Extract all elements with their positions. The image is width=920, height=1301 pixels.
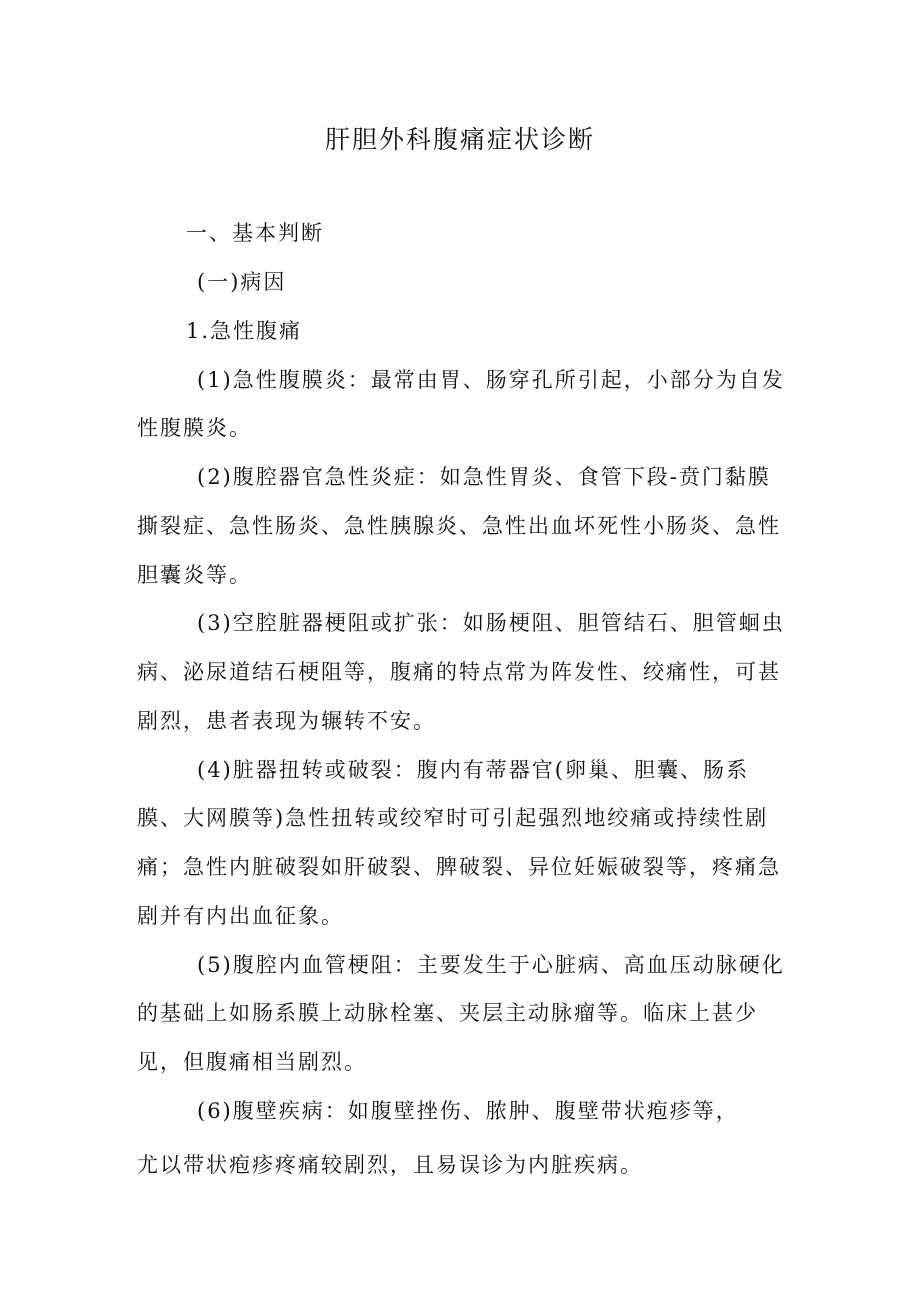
document-title: 肝胆外科腹痛症状诊断	[324, 125, 595, 154]
paragraph-line: 剧烈，患者表现为辗转不安。	[137, 709, 436, 733]
paragraph-line: 尤以带状疱疹疼痛较剧烈，且易误诊为内脏疾病。	[137, 1153, 643, 1177]
paragraph-line: 见，但腹痛相当剧烈。	[137, 1050, 367, 1074]
paragraph-line: 胆囊炎等。	[137, 563, 252, 587]
subsection-heading: (一)病因	[197, 270, 287, 294]
paragraph-line: 性腹膜炎。	[137, 416, 252, 440]
section-heading: 一、基本判断	[186, 221, 324, 245]
paragraph-line: (4)脏器扭转或破裂：腹内有蒂器官(卵巢、胆囊、肠系	[197, 758, 749, 782]
paragraph-line: 病、泌尿道结石梗阻等，腹痛的特点常为阵发性、绞痛性，可甚	[137, 660, 781, 684]
paragraph-line: 膜、大网膜等)急性扭转或绞窄时可引起强烈地绞痛或持续性剧	[137, 806, 769, 830]
paragraph-line: (3)空腔脏器梗阻或扩张：如肠梗阻、胆管结石、胆管蛔虫	[197, 611, 785, 635]
paragraph-line: 的基础上如肠系膜上动脉栓塞、夹层主动脉瘤等。临床上甚少	[137, 1001, 758, 1025]
paragraph-line: 痛；急性内脏破裂如肝破裂、脾破裂、异位妊娠破裂等，疼痛急	[137, 855, 781, 879]
item-heading: 1.急性腹痛	[186, 319, 303, 343]
paragraph-line: (2)腹腔器官急性炎症：如急性胃炎、食管下段-贲门黏膜	[197, 465, 771, 489]
paragraph-line: 剧并有内出血征象。	[137, 904, 344, 928]
paragraph-line: (5)腹腔内血管梗阻：主要发生于心脏病、高血压动脉硬化	[197, 953, 785, 977]
paragraph-line: 撕裂症、急性肠炎、急性胰腺炎、急性出血坏死性小肠炎、急性	[137, 514, 781, 538]
paragraph-line: (6)腹壁疾病：如腹壁挫伤、脓肿、腹壁带状疱疹等，	[197, 1099, 739, 1123]
paragraph-line: (1)急性腹膜炎：最常由胃、肠穿孔所引起，小部分为自发	[197, 368, 785, 392]
